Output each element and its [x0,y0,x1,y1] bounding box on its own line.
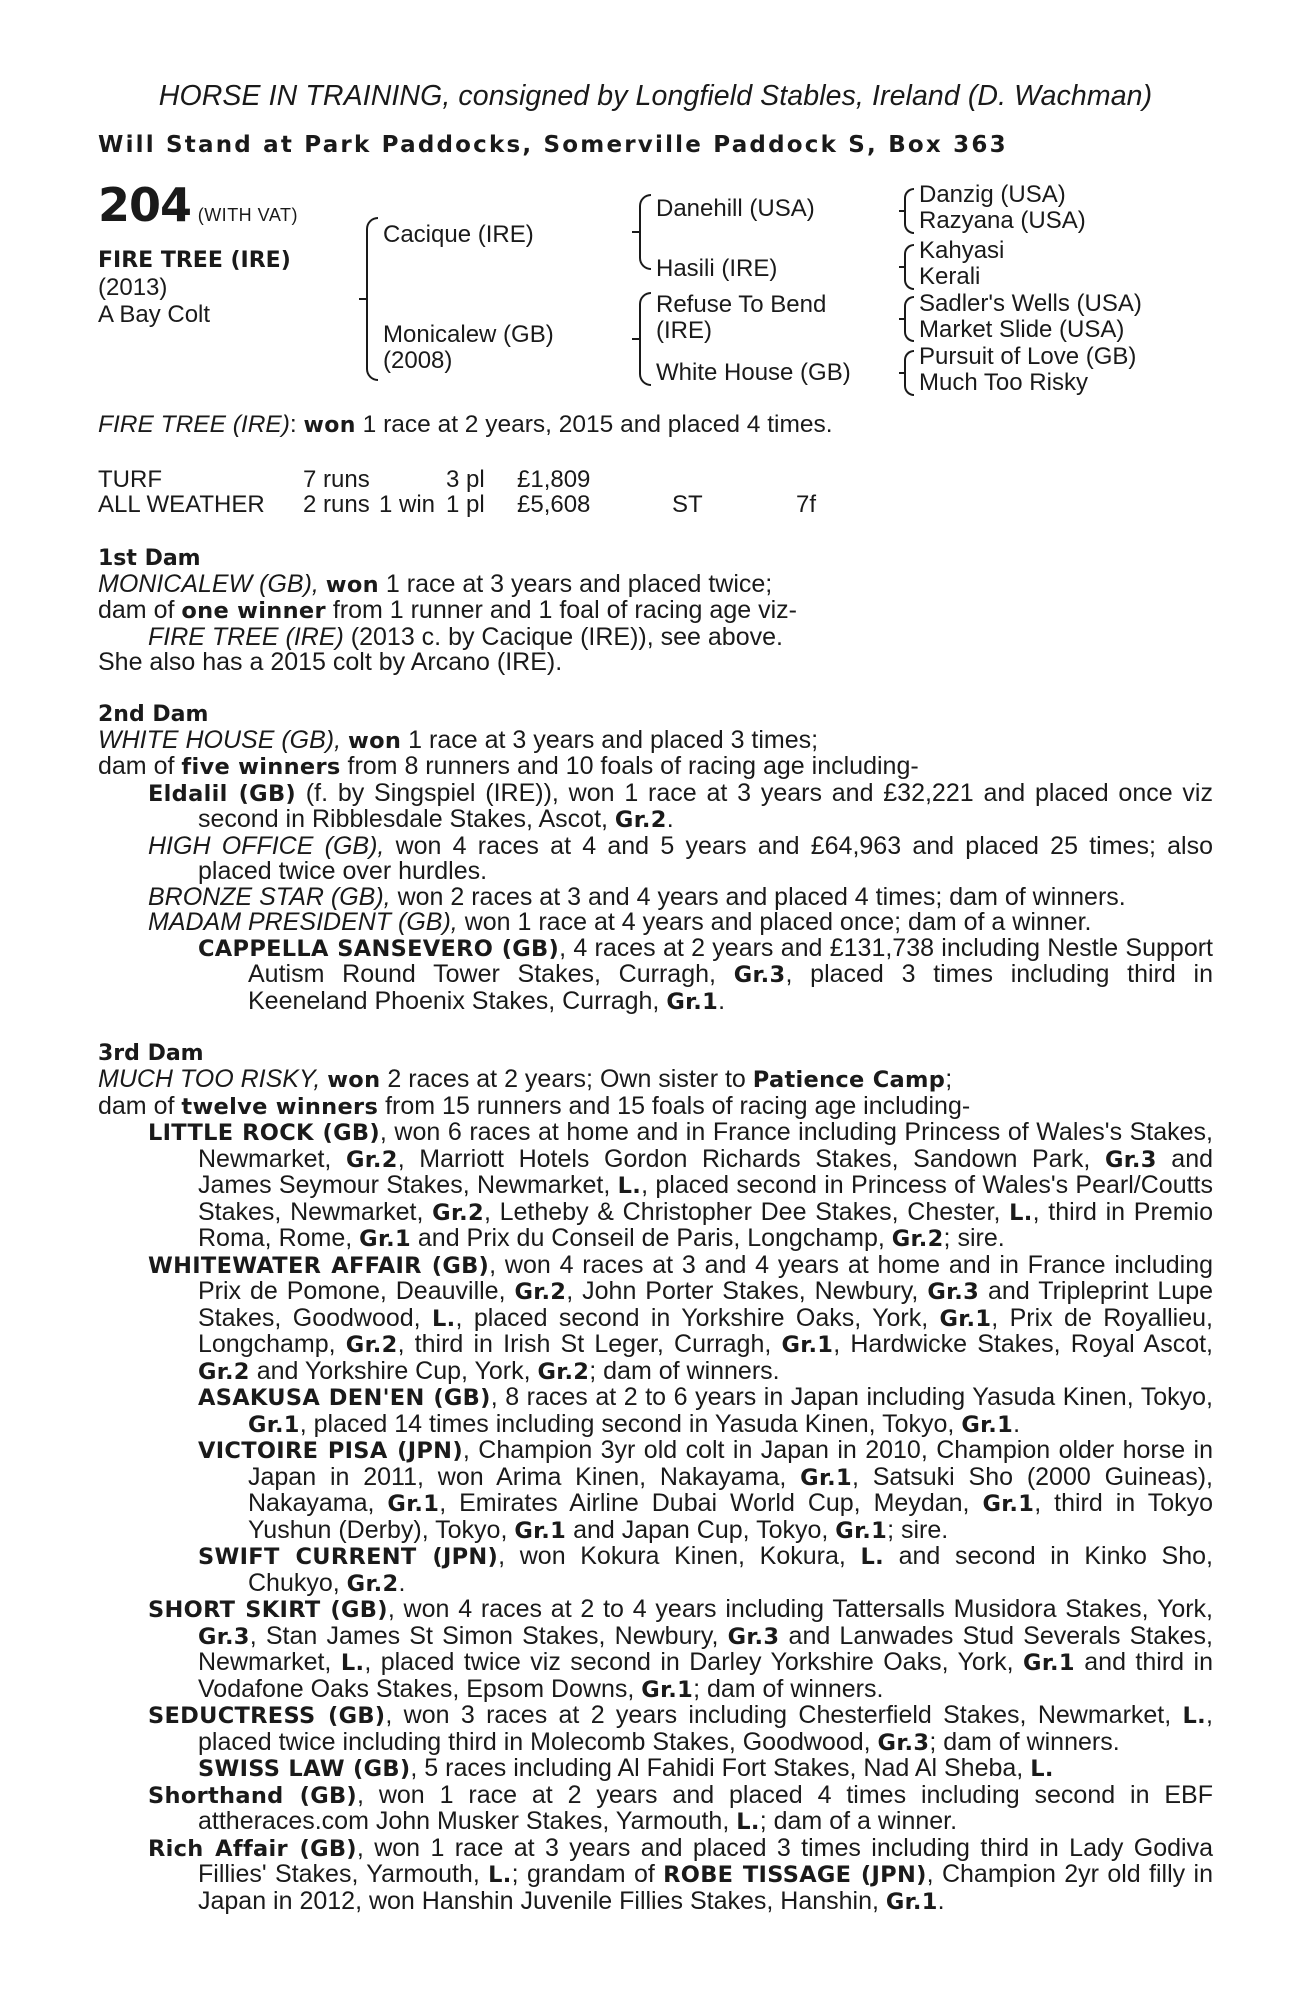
horse-description: A Bay Colt [98,301,211,328]
sire-line-brace [639,194,651,270]
dam-record: WHITE HOUSE (GB), won 1 race at 3 years and placed 3 times; [98,725,819,754]
distance-cell: 7f [796,491,817,518]
table-row [98,467,816,493]
surface-cell: ALL WEATHER [98,491,265,518]
table-row [98,492,816,518]
prize-cell: £5,608 [517,491,591,518]
sire-dam-brace [366,217,378,381]
list-item: Eldalil (GB) (f. by Singspiel (IRE)), won 1 race at 3 years and £32,221 and placed once viz second in Ribblesdale Stakes, Ascot, Gr.2. [148,778,1213,833]
list-item: Rich Affair (GB), won 1 race at 3 years and placed 3 times including third in Lady Godiva Fillies' Stakes, Yarmouth, L.; grandam of ROBE TISSAGE (JPN), Champion 2yr old filly in Japan in 2012, won Hanshin Juvenile Fillies Stakes, Hanshin, Gr.1. [148,1833,1213,1915]
dam-dam: White House (GB) [656,359,851,386]
list-item: SHORT SKIRT (GB), won 4 races at 2 to 4 years including Tattersalls Musidora Stakes, York, Gr.3, Stan James St Simon Stakes, Newbury, Gr.3 and Lanwades Stud Severals Stakes, Newmarket, L., placed twice viz second in Darley Yorkshire Oaks, York, Gr.1 and third in Vodafone Oaks Stakes, Epsom Downs, Gr.1; dam of winners. [148,1595,1214,1703]
summary-text: 1 race at 2 years, 2015 and placed 4 times. [362,411,833,438]
list-item: WHITEWATER AFFAIR (GB), won 4 races at 3 and 4 years at home and in France including Prix de Pomone, Deauville, Gr.2, John Porter Stakes, Newbury, Gr.3 and Tripleprint Lupe Stakes, Goodwood, L., placed second in Yorkshire Oaks, York, Gr.1, Prix de Royallieu, Longchamp, Gr.2, third in Irish St Leger, Curragh, Gr.1, Hardwicke Stakes, Royal Ascot, Gr.2 and Yorkshire Cup, York, Gr.2; dam of winners. [148,1250,1214,1385]
gp-brace-2 [904,244,914,290]
lot-number: 204 [98,178,192,232]
dam-sire-line1: Refuse To Bend [656,291,827,318]
runs-cell: 2 runs [303,491,370,518]
list-item: LITTLE ROCK (GB), won 6 races at home and in France including Princess of Wales's Stakes, Newmarket, Gr.2, Marriott Hotels Gordon Richards Stakes, Sandown Park, Gr.3 and James Seymour Stakes, Newmarket, L., placed second in Princess of Wales's Pearl/Coutts Stakes, Newmarket, Gr.2, Letheby & Christopher Dee Stakes, Chester, L., third in Premio Roma, Rome, Gr.1 and Prix du Conseil de Paris, Longchamp, Gr.2; sire. [148,1118,1214,1252]
gp-sadlers-wells: Sadler's Wells (USA) [919,290,1142,317]
dam-record: MUCH TOO RISKY, won 2 races at 2 years; Own sister to Patience Camp; [98,1065,953,1093]
section-title: 2nd Dam [98,701,209,727]
horse-name: FIRE TREE (IRE) [98,248,291,273]
going-cell: ST [672,491,703,518]
list-item: SEDUCTRESS (GB), won 3 races at 2 years including Chesterfield Stakes, Newmarket, L., placed twice including third in Molecomb Stakes, Goodwood, Gr.3; dam of winners. [148,1701,1213,1756]
placed-cell: 1 pl [446,491,485,518]
dam-produce-summary: dam of twelve winners from 15 runners and 15 foals of racing age including- [98,1091,971,1120]
consignor-heading: HORSE IN TRAINING, consigned by Longfield Stables, Ireland (D. Wachman) [158,80,1153,112]
gp-danzig: Danzig (USA) [919,181,1066,208]
sire-sire: Danehill (USA) [656,195,815,222]
gp-kahyasi: Kahyasi [919,237,1005,264]
runs-cell: 7 runs [303,465,370,493]
dam-produce-summary: dam of one winner from 1 runner and 1 foal of racing age viz- [98,596,797,624]
gp-brace-3 [904,296,914,342]
sire: Cacique (IRE) [383,221,534,248]
race-record-table [98,467,816,518]
dam-record: MONICALEW (GB), won 1 race at 3 years and placed twice; [98,569,773,598]
section-title: 1st Dam [98,545,201,571]
wins-cell [379,467,446,493]
gp-brace-1 [904,188,914,234]
gp-kerali: Kerali [919,263,981,290]
summary-won: won [303,413,356,438]
list-item: SWISS LAW (GB), 5 races including Al Fahidi Fort Stakes, Nad Al Sheba, L. [198,1754,1054,1782]
gp-razyana: Razyana (USA) [919,207,1086,234]
list-item: SWIFT CURRENT (JPN), won Kokura Kinen, Kokura, L. and second in Kinko Sho, Chukyo, Gr.2. [198,1542,1213,1597]
gp-market-slide: Market Slide (USA) [919,316,1125,343]
section-title: 3rd Dam [98,1041,204,1066]
list-item: FIRE TREE (IRE) (2013 c. by Cacique (IRE)), see above. [148,622,783,651]
dam: Monicalew (GB) [383,321,554,348]
catalogue-page [98,80,1214,1941]
list-item: HIGH OFFICE (GB), won 4 races at 4 and 5 years and £64,963 and placed 25 times; also placed twice over hurdles. [148,831,1213,885]
foaling-year: (2013) [98,274,168,301]
dam-produce-summary: dam of five winners from 8 runners and 10 foals of racing age including- [98,752,919,780]
distance-cell [796,467,816,493]
gp-brace-4 [904,350,914,396]
surface-cell: TURF [98,465,162,493]
list-item: MADAM PRESIDENT (GB), won 1 race at 4 years and placed once; dam of a winner. [148,908,1092,936]
wins-cell: 1 win [379,491,436,518]
going-cell [672,467,796,493]
list-item: BRONZE STAR (GB), won 2 races at 3 and 4 years and placed 4 times; dam of winners. [148,882,1126,911]
sire-dam: Hasili (IRE) [656,255,778,282]
prize-cell: £1,809 [517,465,591,493]
dam-year: (2008) [383,347,453,374]
first-dam-section [98,546,1213,676]
summary-horse-name: FIRE TREE (IRE) [98,411,290,438]
third-dam-section [98,1041,1213,1915]
dam-note: She also has a 2015 colt by Arcano (IRE). [98,648,563,676]
dam-sire-line2: (IRE) [656,317,712,344]
dam-line-brace [639,292,651,386]
list-item: ASAKUSA DEN'EN (GB), 8 races at 2 to 6 years in Japan including Yasuda Kinen, Tokyo, Gr.1, placed 14 times including second in Yasuda Kinen, Tokyo, Gr.1. [198,1383,1213,1438]
list-item: Shorthand (GB), won 1 race at 2 years and placed 4 times including second in EBF attheraces.com John Musker Stakes, Yarmouth, L.; dam of a winner. [148,1780,1213,1835]
stabling-location: Will Stand at Park Paddocks, Somerville Paddock S, Box 363 [98,131,1008,158]
placed-cell: 3 pl [446,465,485,493]
list-item: CAPPELLA SANSEVERO (GB), 4 races at 2 years and £131,738 including Nestle Support Autism Round Tower Stakes, Curragh, Gr.3, placed 3 times including third in Keeneland Phoenix Stakes, Curragh, Gr.1. [198,933,1213,1015]
lot-number-line [98,178,299,232]
vat-note: (WITH VAT) [197,205,299,225]
second-dam-section [98,702,1213,1016]
gp-much-too-risky: Much Too Risky [919,369,1088,396]
pedigree-block [98,178,1213,408]
gp-pursuit-of-love: Pursuit of Love (GB) [919,343,1137,370]
list-item: VICTOIRE PISA (JPN), Champion 3yr old colt in Japan in 2010, Champion older horse in Japan in 2011, won Arima Kinen, Nakayama, Gr.1, Satsuki Sho (2000 Guineas), Nakayama, Gr.1, Emirates Airline Dubai World Cup, Meydan, Gr.1, third in Tokyo Yushun (Derby), Tokyo, Gr.1 and Japan Cup, Tokyo, Gr.1; sire. [198,1436,1213,1544]
race-summary: FIRE TREE (IRE): won 1 race at 2 years, 2015 and placed 4 times. [98,411,833,438]
